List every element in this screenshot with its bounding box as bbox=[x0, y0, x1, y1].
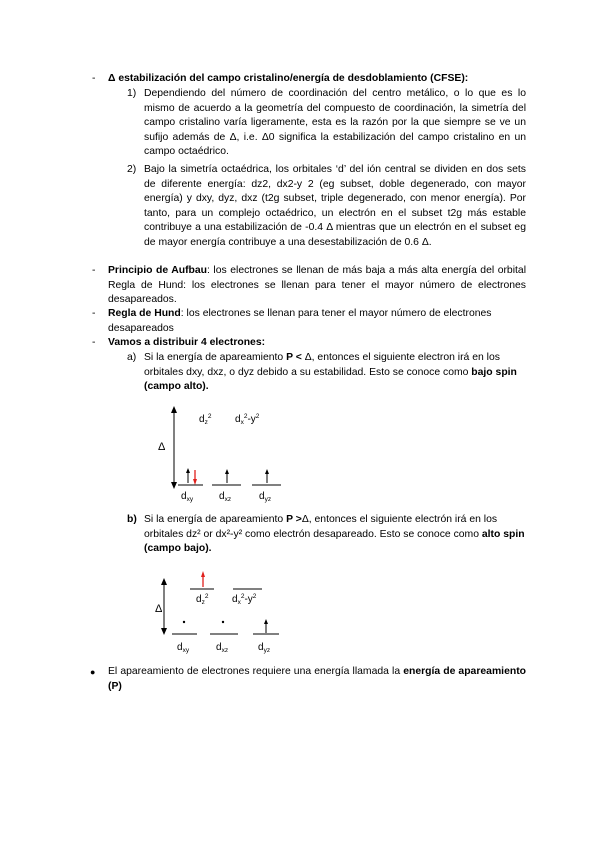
dx2y2-label: $d_x^2-y^2$ bbox=[232, 593, 257, 606]
case-a-mid: Δ, entonces el siguiente electron irá en los orbitales dxy, dxz, o dyz debido a su estabilidad. Esto se conoce como bbox=[144, 352, 500, 378]
dxy-label: $d_{xy}$ bbox=[177, 642, 190, 654]
case-b-text bbox=[144, 513, 530, 557]
electron-down-dxy-head bbox=[193, 479, 197, 485]
electron-up-dyz-head bbox=[265, 469, 269, 474]
delta-label: Δ bbox=[158, 441, 166, 453]
case-b-mid: Δ, entonces el siguiente electrón irá en los orbitales dz² or dx²-y² como electrón desapareado. Esto se conoce como bbox=[144, 514, 498, 540]
electron-dot-dxz bbox=[222, 621, 224, 623]
case-b-pre: Si la energía de apareamiento bbox=[144, 514, 287, 525]
dx2y2-label: $d_x^2-y^2$ bbox=[235, 413, 260, 426]
electron-up-dyz-head bbox=[264, 619, 268, 624]
dxy-label: $d_{xy}$ bbox=[181, 491, 194, 503]
dash-4: - bbox=[92, 337, 96, 348]
energy-arrow-down-head bbox=[161, 628, 167, 635]
case-a-text bbox=[144, 351, 530, 395]
cfse-item-2-text: Bajo la simetría octaédrica, los orbitales ‘d’ del ión central se dividen en dos sets de diferente energía: dz2, dx2-y 2 (eg subset, doble degenerado, con mayor energía) y dxy, dyz, dxz (t2g subset, triple degenerado, con menor energía). Por tanto, para un complejo octaédrico, un electrón en el subset t2g más estable contribuye a una estabilización de -0.4 Δ mientras que un electrón en el subset eg de mayor energía contribuye a una desestabilización de 0.6 Δ. bbox=[144, 164, 526, 248]
dz2-label: $d_z^2$ bbox=[196, 593, 209, 606]
electron-up-dxy-head bbox=[186, 468, 190, 473]
aufbau-paragraph bbox=[108, 264, 526, 308]
hund-paragraph bbox=[108, 307, 526, 336]
aufbau-term: Principio de Aufbau bbox=[108, 265, 208, 276]
dxz-label: $d_{xz}$ bbox=[216, 642, 229, 654]
dz2-label: $d_z^2$ bbox=[199, 413, 212, 426]
final-paragraph bbox=[108, 665, 526, 694]
delta-label: Δ bbox=[155, 603, 163, 615]
orbital-diagram-low-spin bbox=[150, 398, 310, 508]
case-a-label: a) bbox=[127, 352, 137, 363]
case-b-label: b) bbox=[127, 514, 137, 525]
cfse-title: Δ estabilización del campo cristalino/energía de desdoblamiento (CFSE): bbox=[108, 73, 469, 84]
energy-arrow-up-head bbox=[161, 578, 167, 585]
final-bold: energía de apareamiento (P) bbox=[108, 666, 526, 692]
four-title: Vamos a distribuir 4 electrones: bbox=[108, 337, 266, 348]
dash-2: - bbox=[92, 265, 96, 276]
hund-text: : los electrones se llenan para tener el mayor número de electrones desapareados bbox=[108, 308, 492, 334]
dash-1: - bbox=[92, 73, 96, 84]
case-b-bold: alto spin (campo bajo). bbox=[144, 528, 525, 554]
cfse-item-1-num: 1) bbox=[127, 88, 137, 99]
case-a-bold: bajo spin (campo alto). bbox=[144, 366, 517, 392]
dyz-label: $d_{yz}$ bbox=[258, 642, 271, 654]
electron-up-dz2-head bbox=[201, 571, 205, 577]
electron-dot-dxy bbox=[183, 621, 185, 623]
case-b-p: P > bbox=[286, 514, 302, 525]
case-a-pre: Si la energía de apareamiento bbox=[144, 352, 287, 363]
aufbau-text: : los electrones se llenan de más baja a más alta energía del orbital Regla de Hund: los electrones se llenan para tener el mayor número de electrones desapareados. bbox=[108, 265, 526, 305]
energy-arrow-down-head bbox=[171, 482, 177, 489]
hund-term: Regla de Hund bbox=[108, 308, 181, 319]
dyz-label: $d_{yz}$ bbox=[259, 491, 272, 503]
orbital-diagram-high-spin bbox=[150, 565, 310, 665]
final-bullet: ● bbox=[90, 667, 96, 677]
dash-3: - bbox=[92, 308, 96, 319]
dxz-label: $d_{xz}$ bbox=[219, 491, 232, 503]
energy-arrow-up-head bbox=[171, 406, 177, 413]
cfse-item-1-text: Dependiendo del número de coordinación del centro metálico, o lo que es lo mismo de acuerdo a la geometría del compuesto de coordinación, la simetría del campo cristalino varía ligeramente, esta es la razón por la que siempre se ve un sufijo además de Δ, i.e. Δ0 significa la estabilización del campo cristalino en un campo octaédrico. bbox=[144, 88, 526, 157]
case-a-p: P < bbox=[286, 352, 302, 363]
final-pre: El apareamiento de electrones requiere una energía llamada la bbox=[108, 666, 404, 677]
cfse-item-2-num: 2) bbox=[127, 164, 137, 175]
electron-up-dxz-head bbox=[225, 469, 229, 474]
